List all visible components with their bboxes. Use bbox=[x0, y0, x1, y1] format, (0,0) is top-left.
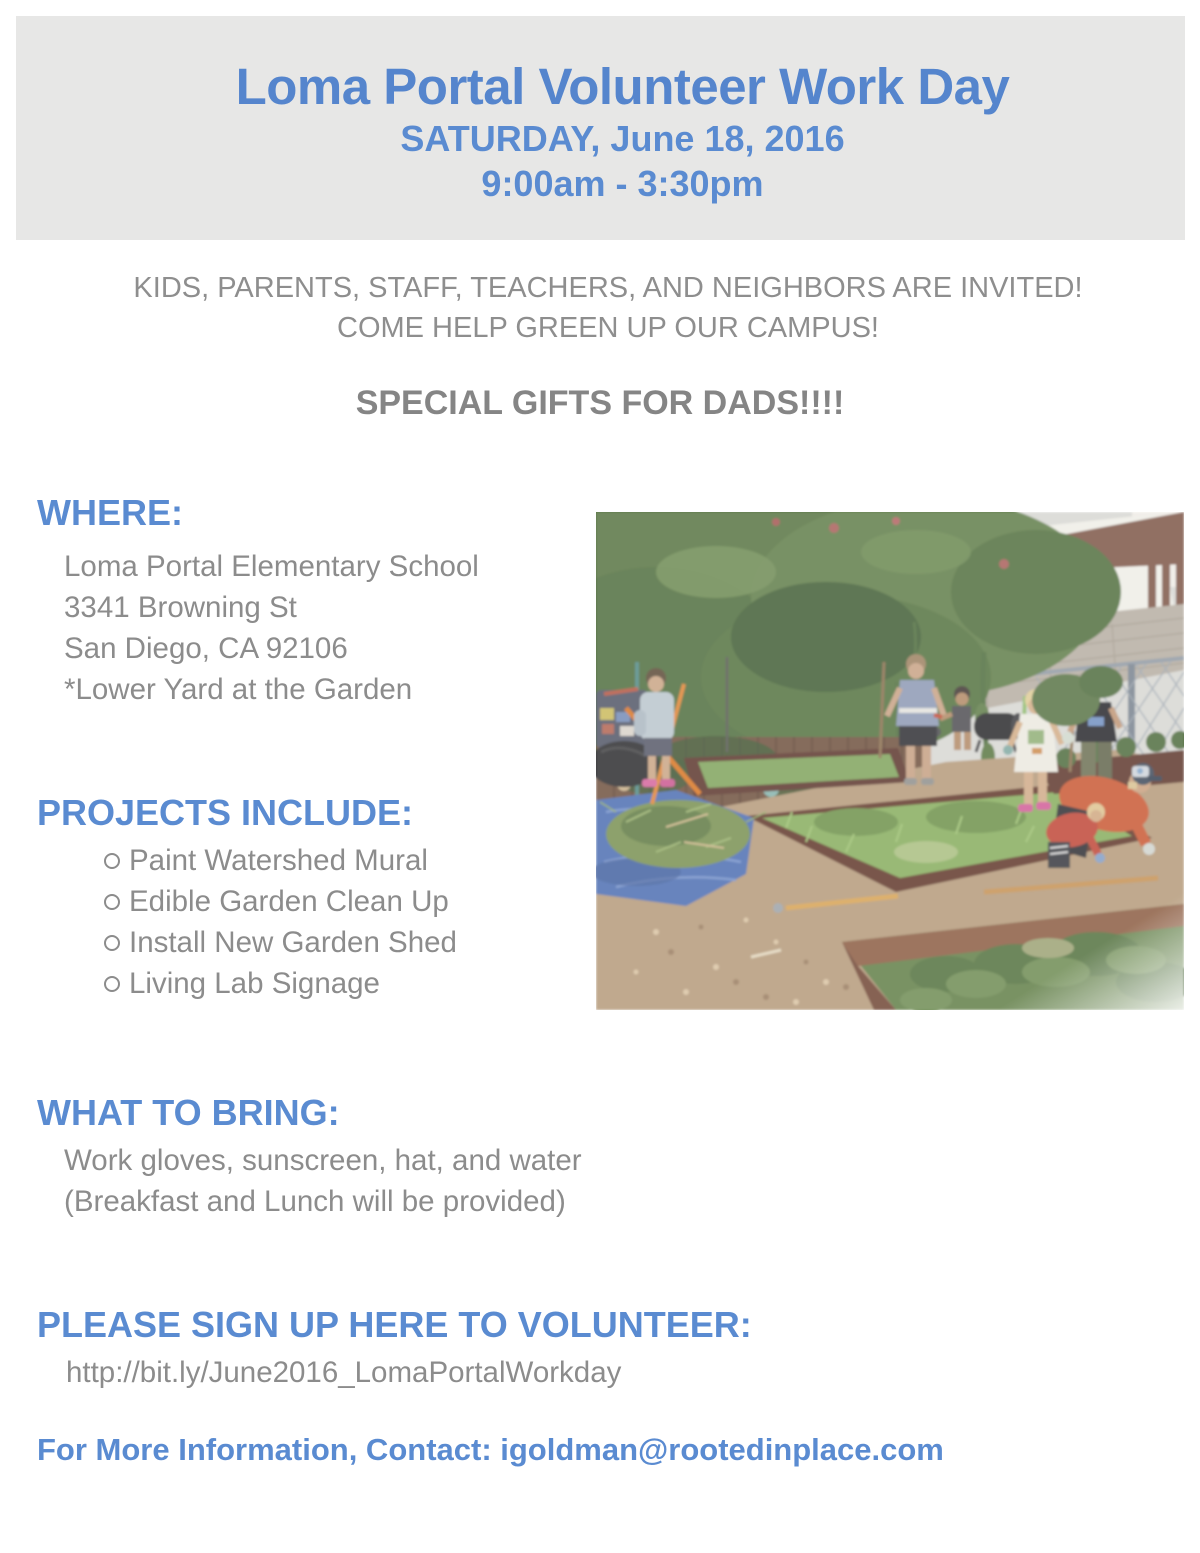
circle-bullet-icon bbox=[104, 976, 120, 992]
bring-list bbox=[64, 1140, 582, 1222]
project-item: Install New Garden Shed bbox=[104, 922, 457, 963]
circle-bullet-icon bbox=[104, 935, 120, 951]
where-address-line: *Lower Yard at the Garden bbox=[64, 673, 413, 706]
event-time: 9:00am - 3:30pm bbox=[481, 163, 764, 204]
where-heading: WHERE: bbox=[37, 492, 183, 533]
where-address-line: 3341 Browning St bbox=[64, 591, 297, 624]
where-address-line: Loma Portal Elementary School bbox=[64, 550, 479, 583]
signup-heading: PLEASE SIGN UP HERE TO VOLUNTEER: bbox=[37, 1304, 752, 1345]
bring-line: Work gloves, sunscreen, hat, and water bbox=[64, 1144, 582, 1177]
invite-line-1: KIDS, PARENTS, STAFF, TEACHERS, AND NEIGHBORS ARE INVITED! bbox=[133, 272, 1083, 304]
event-title: Loma Portal Volunteer Work Day bbox=[235, 58, 1010, 115]
projects-heading: PROJECTS INCLUDE: bbox=[37, 792, 414, 833]
project-item: Living Lab Signage bbox=[104, 963, 457, 1004]
where-address-line: San Diego, CA 92106 bbox=[64, 632, 348, 665]
circle-bullet-icon bbox=[104, 894, 120, 910]
project-item: Edible Garden Clean Up bbox=[104, 881, 457, 922]
project-item: Paint Watershed Mural bbox=[104, 840, 457, 881]
header-banner bbox=[16, 16, 1185, 240]
invite-text bbox=[8, 268, 1200, 348]
bring-line: (Breakfast and Lunch will be provided) bbox=[64, 1185, 566, 1218]
signup-url[interactable]: http://bit.ly/June2016_LomaPortalWorkday bbox=[66, 1356, 622, 1389]
circle-bullet-icon bbox=[104, 853, 120, 869]
invite-line-2: COME HELP GREEN UP OUR CAMPUS! bbox=[337, 312, 879, 344]
special-gifts-note: SPECIAL GIFTS FOR DADS!!!! bbox=[355, 384, 845, 422]
contact-line: For More Information, Contact: igoldman@rootedinplace.com bbox=[37, 1432, 944, 1467]
bring-heading: WHAT TO BRING: bbox=[37, 1092, 340, 1133]
projects-list bbox=[104, 840, 457, 1004]
garden-photo bbox=[596, 512, 1184, 1010]
event-date: SATURDAY, June 18, 2016 bbox=[400, 118, 845, 159]
where-address bbox=[64, 546, 479, 710]
